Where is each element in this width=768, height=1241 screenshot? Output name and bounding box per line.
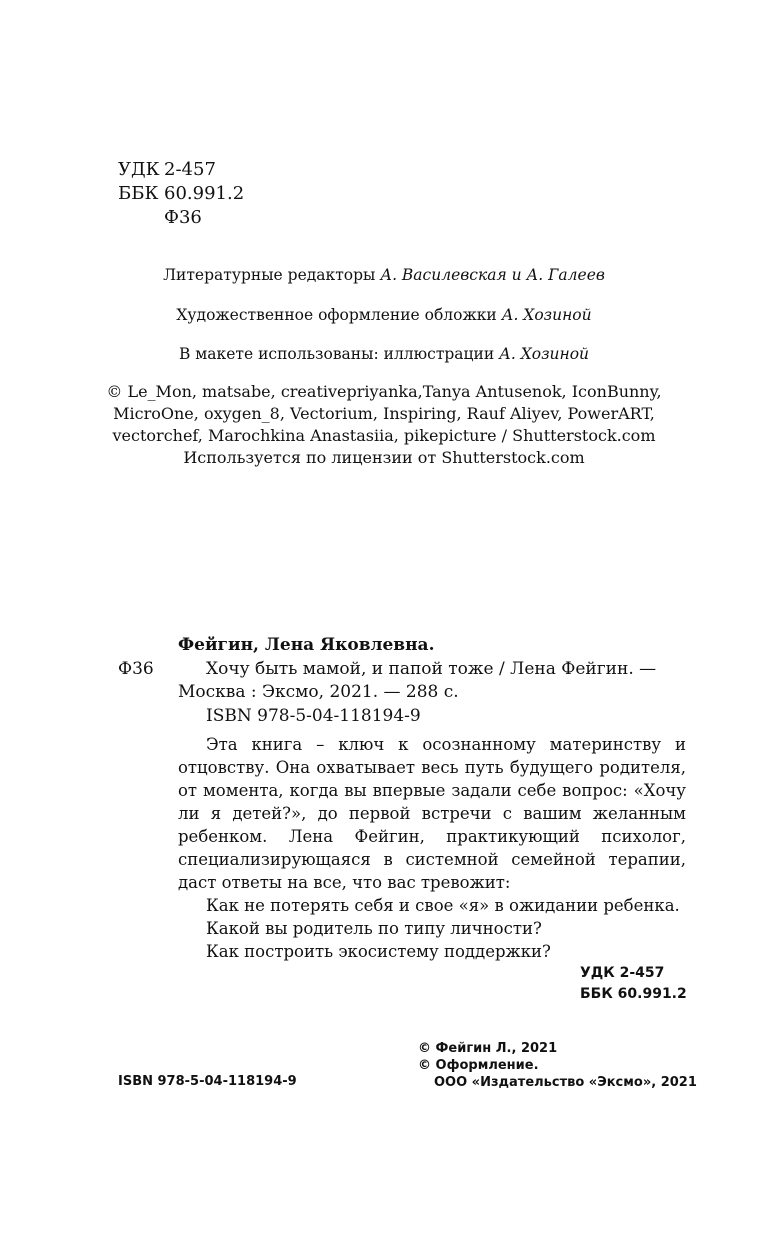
- annotation-question: Как не потерять себя и свое «я» в ожидании ребенка.: [206, 896, 680, 915]
- bottom-bbk: ББК 60.991.2: [580, 986, 687, 1002]
- editors-names: А. Василевская и А. Галеев: [380, 266, 605, 284]
- image-credit-line: MicroOne, oxygen_8, Vectorium, Inspiring, Rauf Aliyev, PowerART,: [113, 404, 655, 423]
- layout-label: В макете использованы: иллюстрации: [178, 345, 495, 363]
- license-line: Используется по лицензии от Shutterstock.com: [183, 448, 585, 467]
- author-sign: Ф36: [164, 207, 202, 228]
- editors-credit: [0, 265, 768, 285]
- udk-label: УДК: [118, 159, 160, 180]
- isbn-line: ISBN 978-5-04-118194-9: [206, 706, 421, 726]
- cover-credit: [0, 305, 768, 325]
- udk-row: [118, 158, 244, 182]
- isbn-bottom: ISBN 978-5-04-118194-9: [118, 1074, 297, 1089]
- annotation-question: Какой вы родитель по типу личности?: [206, 919, 542, 938]
- bottom-udk: УДК 2-457: [580, 965, 665, 981]
- image-credits: [0, 381, 768, 469]
- annotation: [178, 733, 686, 963]
- class-code: Ф36: [118, 659, 154, 679]
- layout-credit: [0, 344, 768, 364]
- classification-block: [118, 158, 244, 230]
- design-copyright: © Оформление.: [418, 1058, 539, 1073]
- annotation-question: Как построить экосистему поддержки?: [206, 942, 551, 961]
- author-sign-row: [118, 206, 244, 230]
- bbk-value: 60.991.2: [164, 183, 245, 204]
- publication-line: Москва : Эксмо, 2021. — 288 с.: [178, 682, 459, 702]
- book-title-line: Хочу быть мамой, и папой тоже / Лена Фейгин. —: [206, 659, 657, 679]
- bottom-classification: [580, 963, 687, 1005]
- image-credit-line: © Le_Mon, matsabe, creativepriyanka,Tanya Antusenok, IconBunny,: [106, 382, 662, 401]
- annotation-paragraph: Эта книга – ключ к осознанному материнству и отцовству. Она охватывает весь путь будущего родителя, от момента, когда вы впервые задали себе вопрос: «Хочу ли я детей?», до первой встречи с вашим желанным ребенком. Лена Фейгин, практикующий психолог, специализирующаяся в системной семейной терапии, даст ответы на все, что вас тревожит:: [178, 735, 686, 892]
- layout-name: А. Хозиной: [499, 345, 590, 363]
- image-credit-line: vectorchef, Marochkina Anastasiia, pikepicture / Shutterstock.com: [112, 426, 656, 445]
- author-copyright: © Фейгин Л., 2021: [418, 1041, 558, 1056]
- copyright-notice: [418, 1040, 697, 1091]
- cover-name: А. Хозиной: [501, 306, 592, 324]
- book-author: Фейгин, Лена Яковлевна.: [178, 635, 435, 655]
- udk-value: 2-457: [164, 159, 216, 180]
- publisher-name: ООО «Издательство «Эксмо», 2021: [434, 1075, 697, 1090]
- cover-label: Художественное оформление обложки: [176, 306, 497, 324]
- bbk-row: [118, 182, 244, 206]
- bbk-label: ББК: [118, 183, 159, 204]
- editors-label: Литературные редакторы: [163, 266, 376, 284]
